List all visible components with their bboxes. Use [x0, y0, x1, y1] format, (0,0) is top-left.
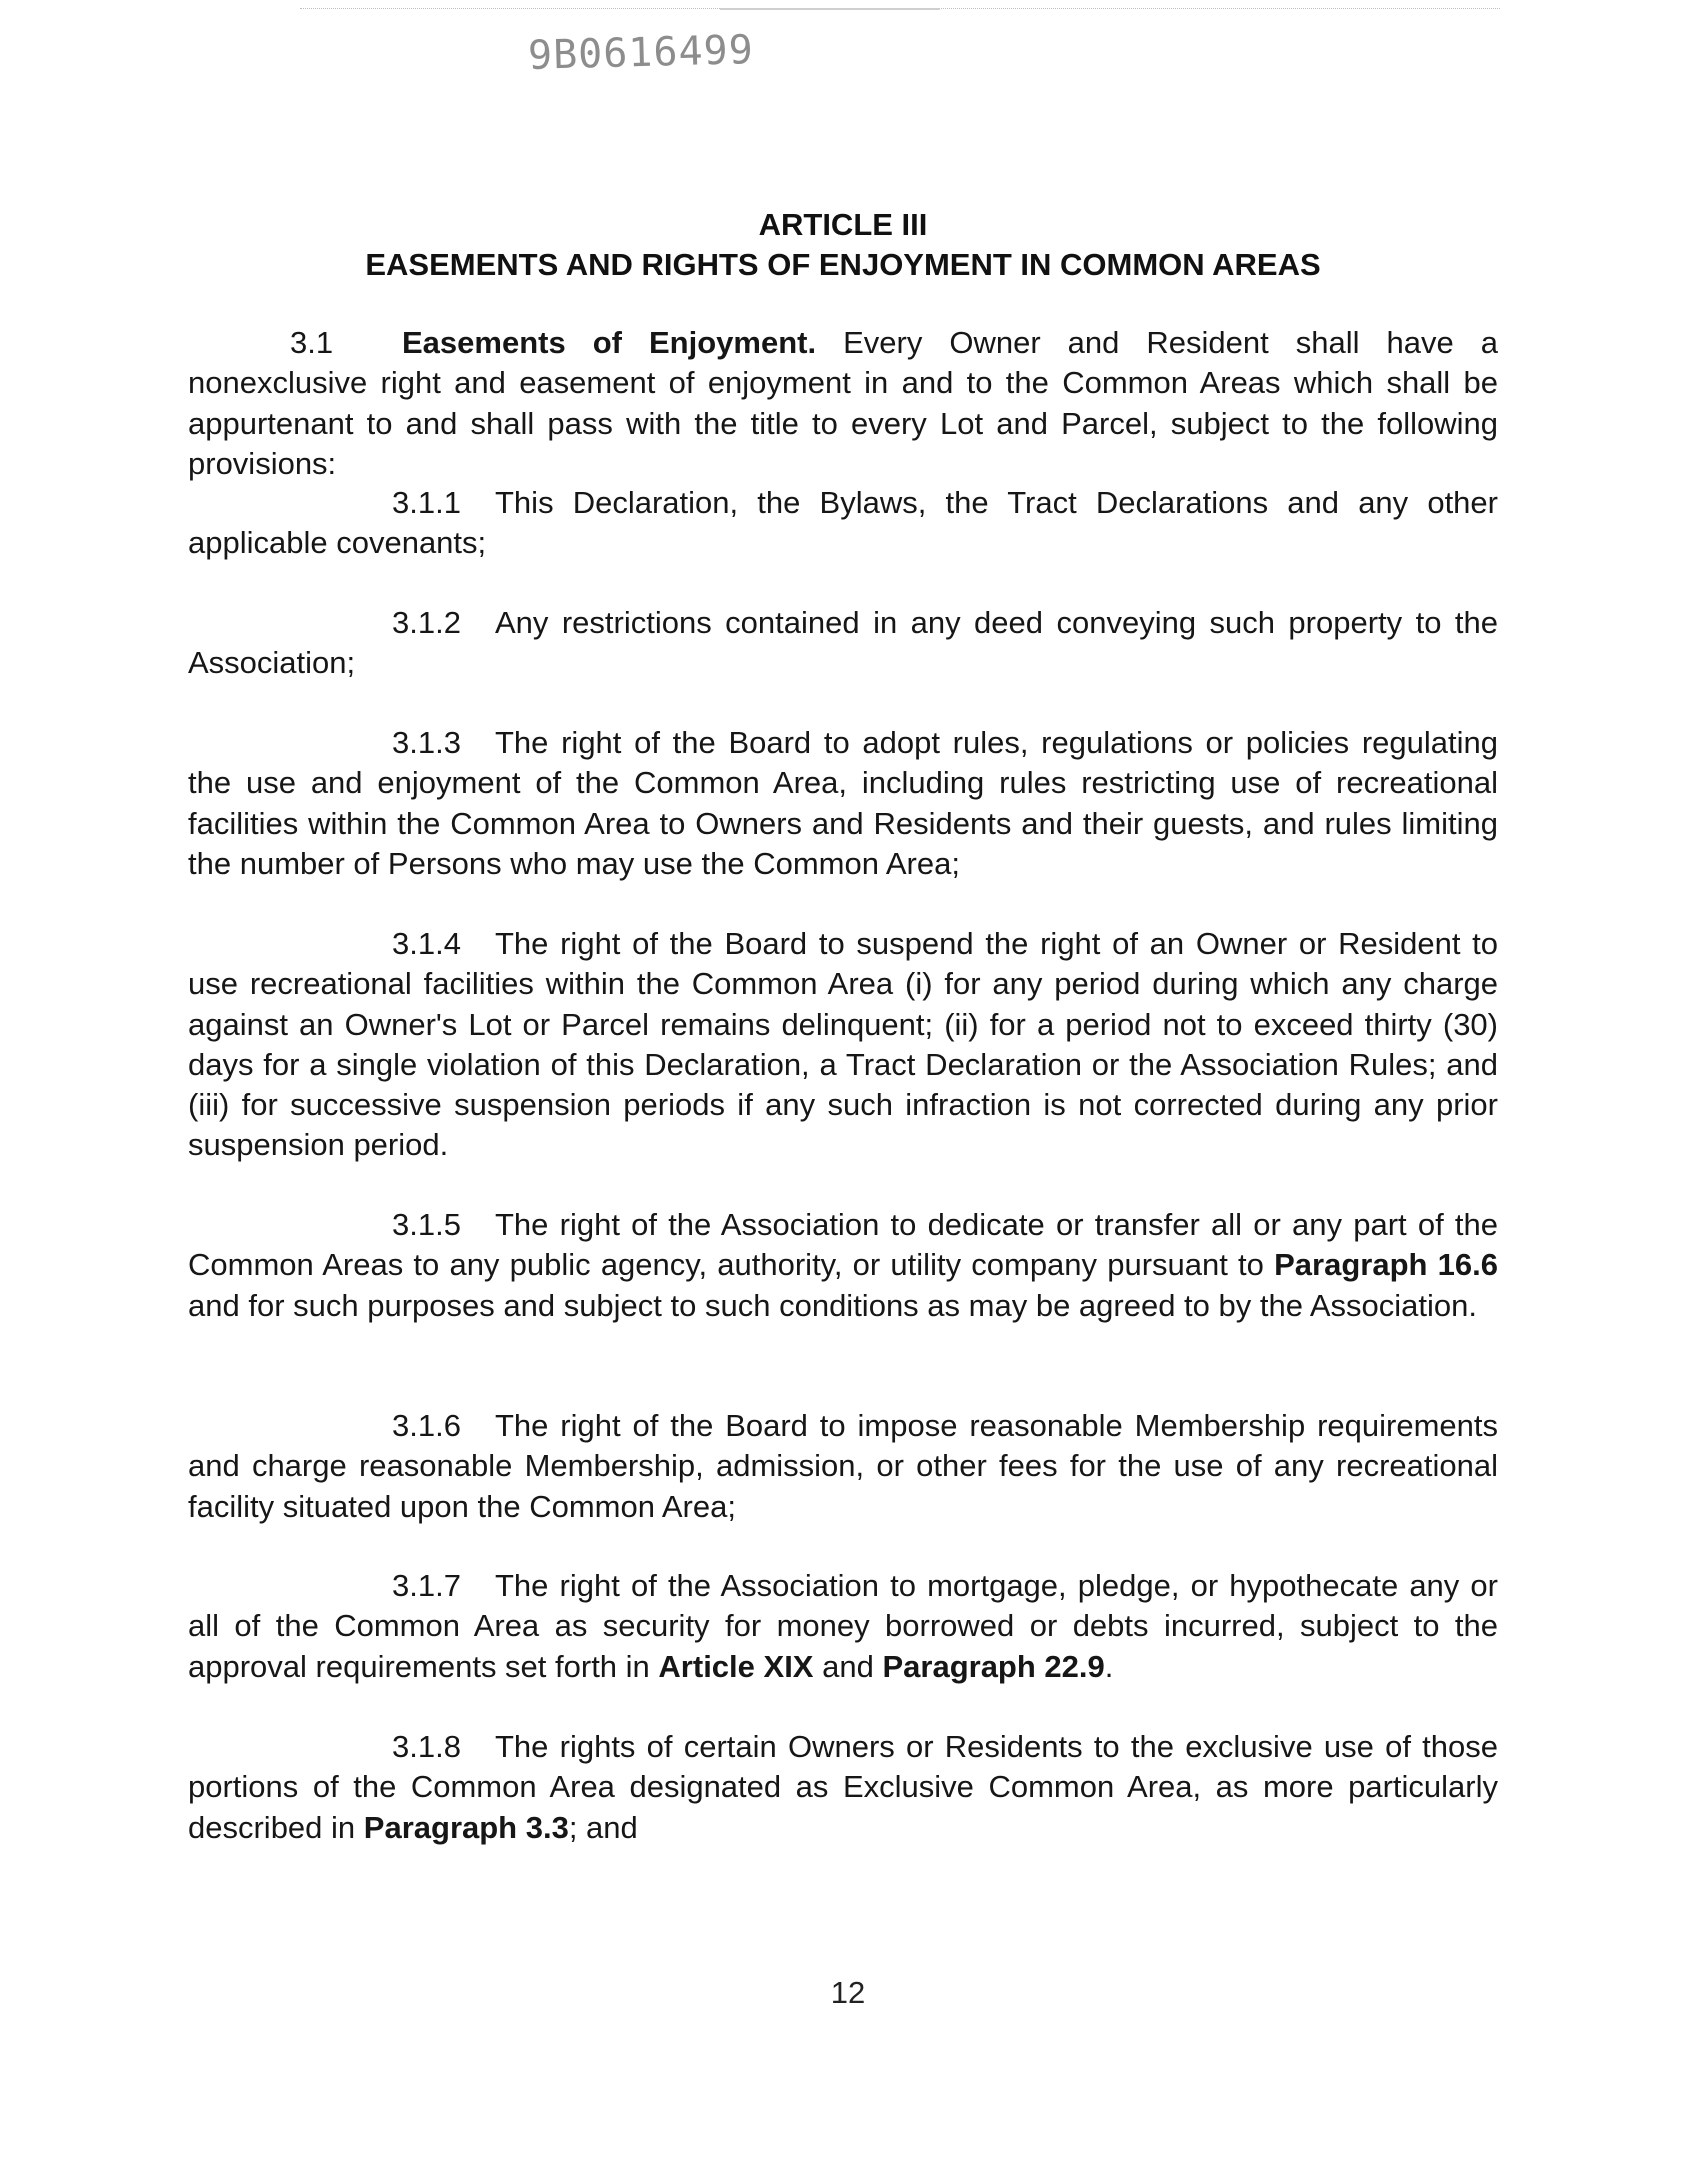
section-text: Every Owner and Resident shall have a nonexclusive right and easement of enjoyment in and to the Common Areas which shall be appurtenant to and shall pass with the title to every Lot and Parcel, subject to the following provisions: — [188, 325, 1498, 481]
item-3-1-8 — [188, 1727, 1498, 1848]
item-text: The right of the Board to adopt rules, regulations or policies regulating the use and enjoyment of the Common Area, including rules restricting use of recreational facilities within the Common Area to Owners and Residents and their guests, and rules limiting the number of Persons who may use the Common Area; — [188, 725, 1498, 881]
item-number: 3.1.5 — [392, 1207, 461, 1242]
article-title: EASEMENTS AND RIGHTS OF ENJOYMENT IN COMMON AREAS — [365, 247, 1321, 282]
item-number: 3.1.6 — [392, 1408, 461, 1443]
item-number: 3.1.8 — [392, 1729, 461, 1764]
item-text: The right of the Board to impose reasonable Membership requirements and charge reasonable Membership, admission, or other fees for the use of any recreational facility situated upon the Common Area; — [188, 1408, 1498, 1524]
item-number: 3.1.2 — [392, 605, 461, 640]
item-3-1-6 — [188, 1406, 1498, 1527]
item-text: and — [822, 1648, 874, 1684]
page-number: 12 — [830, 1975, 866, 2010]
scan-edge-artifact — [720, 8, 940, 10]
item-text: Any restrictions contained in any deed conveying such property to the Association; — [188, 605, 1498, 681]
item-number: 3.1.1 — [392, 485, 461, 520]
article-reference: Article XIX — [658, 1648, 814, 1684]
section-heading: Easements of Enjoyment. — [402, 325, 817, 360]
paragraph-reference: Paragraph 22.9 — [882, 1648, 1105, 1684]
item-text: The rights of certain Owners or Residents to the exclusive use of those portions of the Common Area designated as Exclusive Common Area, as more particularly described in — [188, 1729, 1498, 1845]
item-text: . — [1104, 1648, 1114, 1684]
item-3-1-2 — [188, 603, 1498, 684]
item-3-1-5 — [188, 1205, 1498, 1326]
item-number: 3.1.3 — [392, 725, 461, 760]
item-number: 3.1.4 — [392, 926, 461, 961]
paragraph-reference: Paragraph 3.3 — [363, 1809, 569, 1845]
section-3-1 — [188, 323, 1498, 484]
item-3-1-1 — [188, 483, 1498, 564]
paragraph-reference: Paragraph 16.6 — [1274, 1247, 1498, 1283]
item-text: ; and — [568, 1809, 638, 1845]
article-heading: ARTICLE III — [758, 207, 928, 242]
item-3-1-3 — [188, 723, 1498, 884]
item-text: The right of the Board to suspend the right of an Owner or Resident to use recreational facilities within the Common Area (i) for any period during which any charge against an Owner's Lot or Parcel remains delinquent; (ii) for a period not to exceed thirty (30) days for a single violation of this Declaration, a Tract Declaration or the Association Rules; and (iii) for successive suspension periods if any such infraction is not corrected during any prior suspension period. — [188, 926, 1498, 1163]
item-text: The right of the Association to dedicate or transfer all or any part of the Common Areas to any public agency, authority, or utility company pursuant to — [188, 1207, 1498, 1283]
section-number: 3.1 — [290, 325, 334, 360]
item-text: This Declaration, the Bylaws, the Tract Declarations and any other applicable covenants; — [188, 485, 1498, 561]
item-3-1-4 — [188, 924, 1498, 1166]
document-stamp-number: 9B0616499 — [527, 27, 755, 79]
item-text: The right of the Association to mortgage, pledge, or hypothecate any or all of the Common Area as security for money borrowed or debts incurred, subject to the approval requirements set forth in — [188, 1568, 1498, 1684]
item-3-1-7 — [188, 1566, 1498, 1687]
item-text: and for such purposes and subject to such conditions as may be agreed to by the Association. — [188, 1287, 1478, 1323]
item-number: 3.1.7 — [392, 1568, 461, 1603]
